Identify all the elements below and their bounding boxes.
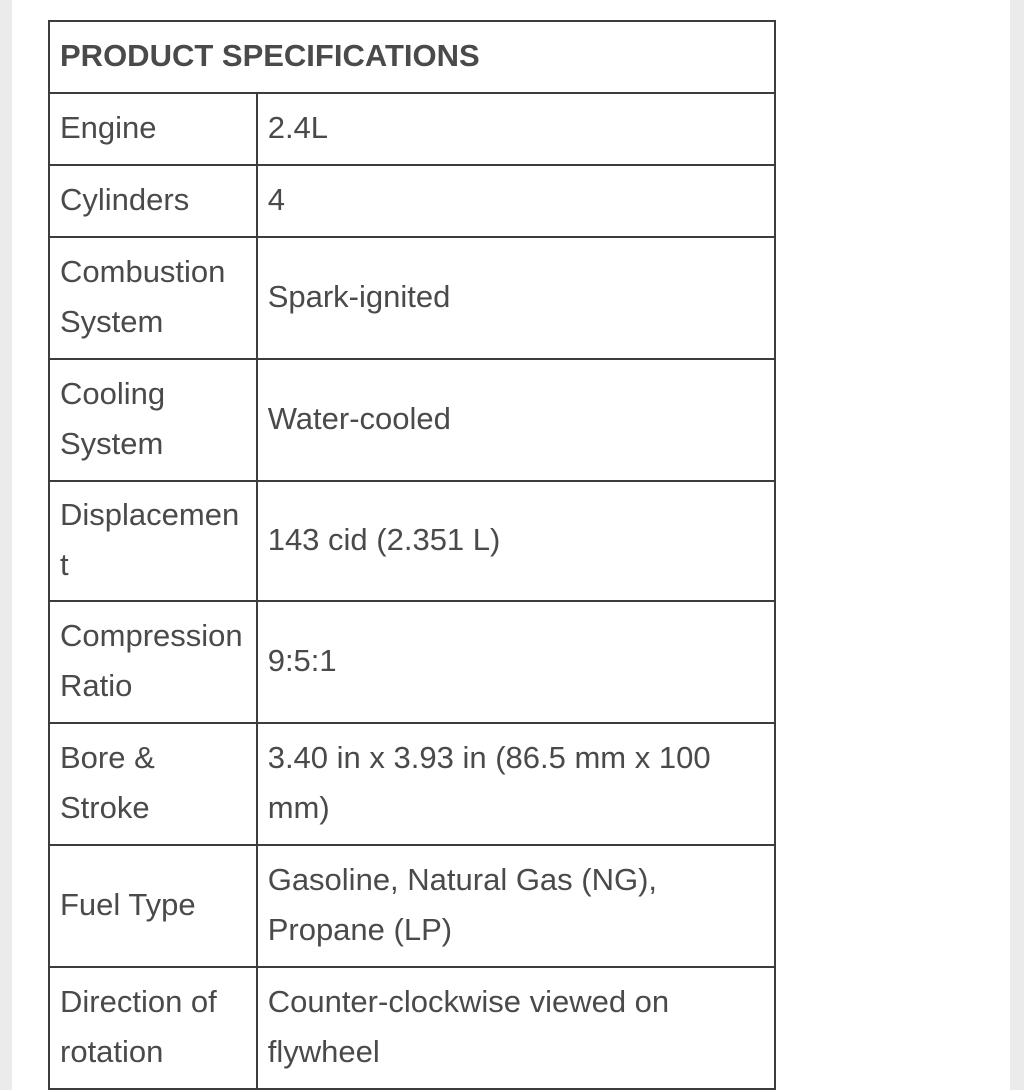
spec-label: Displacement [49, 481, 257, 601]
spec-label: Combustion System [49, 237, 257, 359]
spec-label: Cylinders [49, 165, 257, 237]
spec-value: 9:5:1 [257, 601, 775, 723]
spec-value: Counter-clockwise viewed on flywheel [257, 967, 775, 1089]
table-row-cylinders [49, 165, 775, 237]
spec-value: 143 cid (2.351 L) [257, 481, 775, 601]
table-row-bore-stroke [49, 723, 775, 845]
page-content [12, 0, 1010, 1090]
spec-label: Cooling System [49, 359, 257, 481]
product-specifications-table [48, 20, 776, 1090]
table-title: PRODUCT SPECIFICATIONS [49, 21, 775, 93]
spec-label: Direction of rotation [49, 967, 257, 1089]
spec-label: Bore & Stroke [49, 723, 257, 845]
spec-value: Spark-ignited [257, 237, 775, 359]
spec-value: Gasoline, Natural Gas (NG), Propane (LP) [257, 845, 775, 967]
spec-value: 2.4L [257, 93, 775, 165]
spec-value: 4 [257, 165, 775, 237]
spec-value: Water-cooled [257, 359, 775, 481]
table-row-direction-of-rotation [49, 967, 775, 1089]
spec-label: Fuel Type [49, 845, 257, 967]
table-row-combustion-system [49, 237, 775, 359]
table-header-row [49, 21, 775, 93]
table-row-compression-ratio [49, 601, 775, 723]
table-row-engine [49, 93, 775, 165]
spec-label: Engine [49, 93, 257, 165]
table-row-fuel-type [49, 845, 775, 967]
spec-value: 3.40 in x 3.93 in (86.5 mm x 100 mm) [257, 723, 775, 845]
table-row-cooling-system [49, 359, 775, 481]
spec-label: Compression Ratio [49, 601, 257, 723]
table-row-displacement [49, 481, 775, 601]
